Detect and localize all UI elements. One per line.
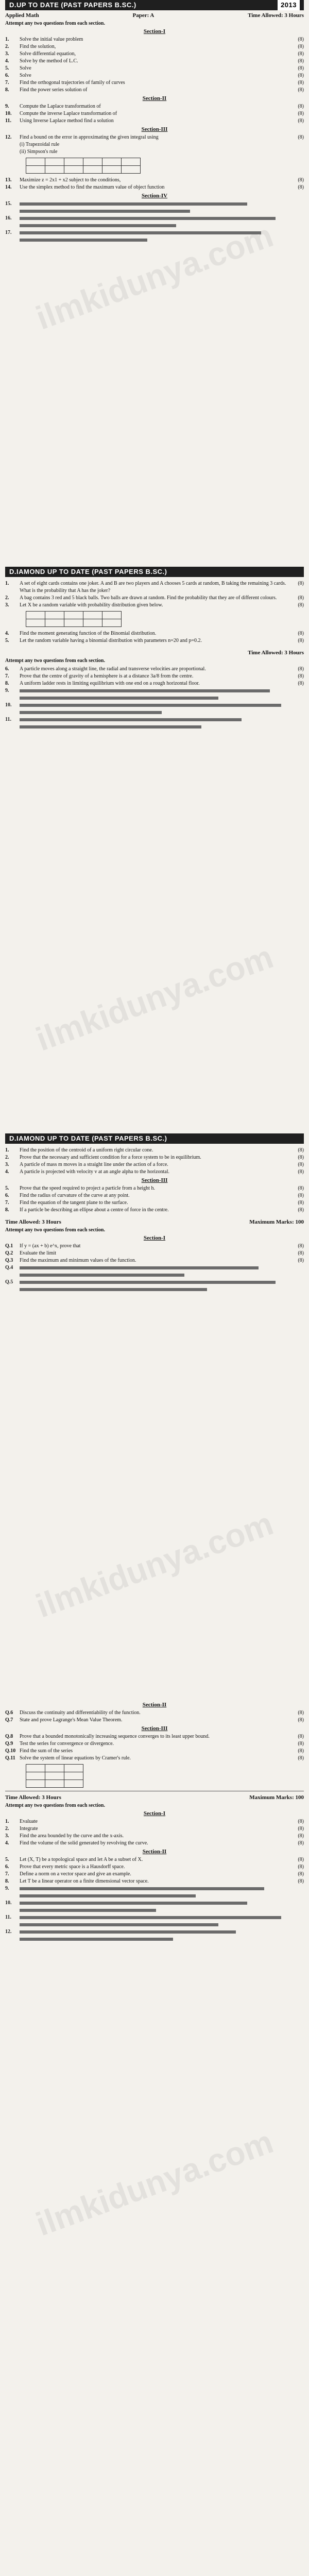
question: 9. Compute the Laplace transformation of (8): [5, 104, 304, 109]
question: 8. If a particle be describing an ellipse about a centre of force in the centre. (8): [5, 1207, 304, 1213]
question: 8. Let T be a linear operator on a finite dimensional vector space. (8): [5, 1878, 304, 1884]
question: 2. A bag contains 3 red and 5 black balls. Two balls are drawn at random. Find the probability that they are of different colours. (8): [5, 595, 304, 601]
question: Q.6 Discuss the continuity and differentiability of the function. (8): [5, 1710, 304, 1716]
paper-meta: [5, 12, 304, 19]
time-allowed: Time Allowed: 3 Hours: [248, 650, 304, 656]
probability-table: [26, 611, 122, 627]
question: 2. Find the solution, (8): [5, 44, 304, 49]
question: 8. A uniform ladder rests in limiting equilibrium with one end on a rough horizontal floor. (8): [5, 681, 304, 686]
question: 7. Define a norm on a vector space and give an example. (8): [5, 1871, 304, 1877]
question: Q.11 Solve the system of linear equations by Cramer's rule. (8): [5, 1755, 304, 1761]
watermark: ilmkidunya.com: [31, 216, 278, 337]
section-heading: Section-IV: [141, 193, 168, 199]
question: 11. Using Inverse Laplace method find a solution (8): [5, 118, 304, 124]
watermark: ilmkidunya.com: [31, 938, 278, 1058]
question: 5. Let (X, T) be a topological space and let A be a subset of X. (8): [5, 1857, 304, 1862]
page-banner: [5, 567, 304, 577]
question: 7. Find the equation of the tangent plane to the surface. (8): [5, 1200, 304, 1206]
question: Q.7 State and prove Lagrange's Mean Value Theorem. (8): [5, 1717, 304, 1723]
year-badge: 2013: [278, 0, 300, 10]
question: 4. Find the volume of the solid generated by revolving the curve. (8): [5, 1840, 304, 1846]
question: 3. Find the area bounded by the curve and the x-axis. (8): [5, 1833, 304, 1839]
question: 4. Find the moment generating function of the Binomial distribution. (8): [5, 631, 304, 636]
section-heading: Section-II: [142, 1702, 167, 1708]
instruction-text: Attempt any two questions from each section.: [5, 1227, 105, 1233]
question: 1. Evaluate (8): [5, 1819, 304, 1824]
question: 7. Find the orthogonal trajectories of family of curves (8): [5, 80, 304, 86]
question: Q.2 Evaluate the limit (8): [5, 1250, 304, 1256]
question: (i) Trapezoidal rule: [20, 142, 60, 147]
question: 6. A particle moves along a straight line, the radial and transverse velocities are proportional. (8): [5, 666, 304, 672]
question: Q.1 If y = (ax + b) e^x, prove that (8): [5, 1243, 304, 1249]
question: Q.8 Prove that a bounded monotonically increasing sequence converges to its least upper bound. (8): [5, 1734, 304, 1739]
section-heading: Section-III: [141, 126, 168, 132]
question: Q.9 Test the series for convergence or divergence. (8): [5, 1741, 304, 1747]
question: 3. Let X be a random variable with probability distribution given below. (8): [5, 602, 304, 608]
question: Q.10 Find the sum of the series (8): [5, 1748, 304, 1754]
question: 4. A particle is projected with velocity v at an angle alpha to the horizontal. (8): [5, 1169, 304, 1175]
question: 3. A particle of mass m moves in a straight line under the action of a force. (8): [5, 1162, 304, 1167]
paper-page-1: [0, 0, 309, 244]
paper-meta: [5, 650, 304, 656]
question: 6. Solve (8): [5, 73, 304, 78]
subject-title: Applied Math: [5, 12, 39, 19]
question: 14. Use the simplex method to find the maximum value of object function (8): [5, 184, 304, 190]
question: 6. Prove that every metric space is a Hausdorff space. (8): [5, 1864, 304, 1870]
question: 2. Prove that the necessary and sufficient condition for a force system to be in equilibrium. (8): [5, 1155, 304, 1160]
paper-meta: [5, 1219, 304, 1225]
instruction-text: Attempt any two questions from each section.: [5, 1803, 105, 1808]
question: 1. Solve the initial value problem (8): [5, 37, 304, 42]
instruction-text: Attempt any two questions from each section.: [5, 21, 105, 26]
section-heading: Section-I: [143, 1235, 166, 1241]
paper-page-3: [0, 1133, 309, 1293]
paper-meta: [5, 1794, 304, 1801]
question: (ii) Simpson's rule: [20, 149, 58, 155]
question: 10. Compute the inverse Laplace transformation of (8): [5, 111, 304, 116]
banner-title: D.UP TO DATE (PAST PAPERS B.SC.): [9, 1, 136, 9]
section-heading: Section-III: [141, 1725, 168, 1732]
section-heading: Section-II: [142, 1849, 167, 1855]
question: 2. Integrate (8): [5, 1826, 304, 1832]
question: 4. Solve by the method of L.C. (8): [5, 58, 304, 64]
banner-title: D.IAMOND UP TO DATE (PAST PAPERS B.SC.): [9, 1134, 167, 1142]
paper-page-2: [0, 567, 309, 731]
question: 6. Find the radius of curvature of the curve at any point. (8): [5, 1193, 304, 1198]
time-allowed: Time Allowed: 3 Hours: [248, 12, 304, 19]
question: Q.3 Find the maximum and minimum values of the function. (8): [5, 1258, 304, 1263]
page-banner: [5, 1133, 304, 1144]
paper-page-4: [0, 1700, 309, 1943]
question: 13. Maximize z = 2x1 + x2 subject to the conditions, (8): [5, 177, 304, 183]
watermark: ilmkidunya.com: [31, 2123, 278, 2243]
section-heading: Section-I: [143, 28, 166, 35]
data-table: [26, 158, 141, 174]
watermark: ilmkidunya.com: [31, 1504, 278, 1625]
section-heading: Section-III: [141, 1177, 168, 1183]
question-block: Q.4 Q.5: [5, 1264, 304, 1293]
section-heading: Section-II: [142, 95, 167, 101]
banner-title: D.IAMOND UP TO DATE (PAST PAPERS B.SC.): [9, 568, 167, 575]
question: 7. Prove that the centre of gravity of a hemisphere is at a distance 3a/8 from the centre. (8): [5, 673, 304, 679]
question: 5. Let the random variable having a binomial distribution with parameters n=20 and p=0.2. (8): [5, 638, 304, 643]
time-allowed: Time Allowed: 3 Hours: [5, 1219, 61, 1225]
question: 1. A set of eight cards contains one joker. A and B are two players and A chooses 5 cards at random, B taking the remaining 3 cards. What is the probability that A has the joker? (8): [5, 581, 304, 594]
matrix-table: [26, 1764, 83, 1788]
page-banner: [5, 0, 304, 10]
question: 5. Solve (8): [5, 65, 304, 71]
question: 5. Prove that the speed required to project a particle from a height h. (8): [5, 1185, 304, 1191]
section-heading: Section-I: [143, 1810, 166, 1817]
question: 8. Find the power series solution of (8): [5, 87, 304, 93]
maximum-marks: Maximum Marks: 100: [249, 1219, 304, 1225]
question: 1. Find the position of the centroid of a uniform right circular cone. (8): [5, 1147, 304, 1153]
instruction-text: Attempt any two questions from each section.: [5, 658, 105, 664]
time-allowed: Time Allowed: 3 Hours: [5, 1794, 61, 1801]
question-block: 9. 10. 11. 12.: [5, 1885, 304, 1943]
question-block: 9. 10. 11.: [5, 687, 304, 731]
maximum-marks: Maximum Marks: 100: [249, 1794, 304, 1801]
question: 12. Find a bound on the error in approximating the given integral using (8): [5, 134, 304, 140]
question: 3. Solve differential equation, (8): [5, 51, 304, 57]
paper-label: Paper: A: [132, 12, 154, 19]
question-block: 15. 16. 17.: [5, 200, 304, 244]
